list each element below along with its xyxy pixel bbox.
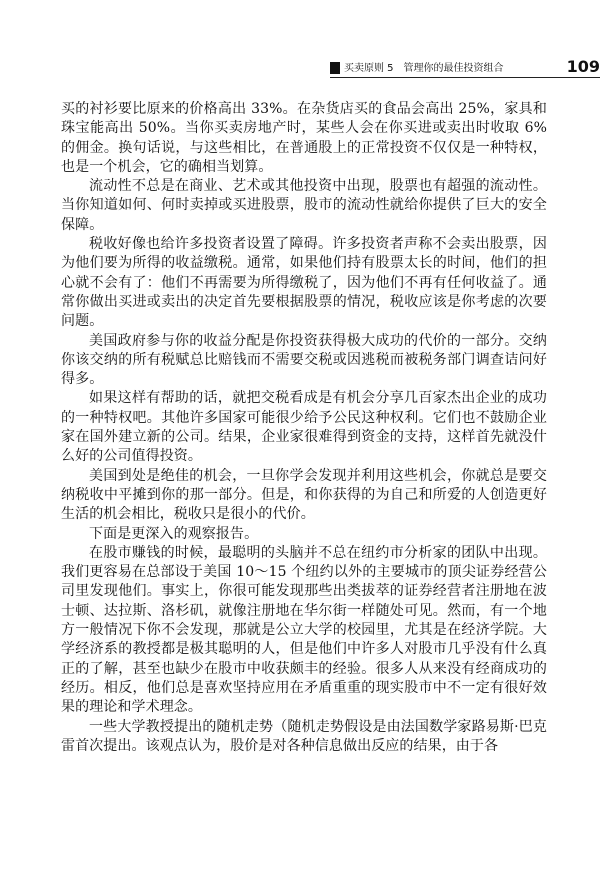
paragraph-privilege: 如果这样有帮助的话，就把交税看成是有机会分享几百家杰出企业的成功的一种特权吧。其他许多国家可能很少给予公民这种权利。它们也不鼓励企业家在国外建立新的公司。结果，企业家很难得到资金的支持，这样首先就没什么好的公司值得投资。 [61,390,547,465]
paragraph-taxes: 税收好像也给许多投资者设置了障碍。许多投资者声称不会卖出股票，因为他们要为所得的收益缴税。通常，如果他们持有股票太长的时间，他们的担心就不会有了：他们不再需要为所得缴税了，因为他们不再有任何收益了。通常你做出买进或卖出的决定首先要根据股票的情况，税收应该是你考虑的次要问题。 [61,236,547,330]
header-rule [330,77,600,78]
header-marker [330,62,340,74]
paragraph-opportunity: 美国到处是绝佳的机会，一旦你学会发现并利用这些机会，你就总是要交纳税收中平摊到你的那一部分。但是，和你获得的为自己和所爱的人创造更好生活的机会相比，税收只是很小的代价。 [61,467,547,523]
paragraph-government: 美国政府参与你的收益分配是你投资获得极大成功的代价的一部分。交纳你该交纳的所有税赋总比赔钱而不需要交税或因逃税而被税务部门调查诘问好得多。 [61,332,547,388]
paragraph-liquidity: 流动性不总是在商业、艺术或其他投资中出现，股票也有超强的流动性。当你知道如何、何时卖掉或买进股票，股市的流动性就给你提供了巨大的安全保障。 [61,178,547,233]
paragraph-continuation: 买的衬衫要比原来的价格高出 33%。在杂货店买的食品会高出 25%，家具和珠宝能高出 50%。当你买卖房地产时，某些人会在你买进或卖出时收取 6% 的佣金。换句话说，与这些相比，在普通股上的正常投资不仅仅是一种特权，也是一个机会，它的确相当划算。 [61,101,547,175]
page-number: 109 [566,57,600,76]
running-header [330,58,600,80]
paragraph-observation: 下面是更深入的观察报告。 [89,525,259,542]
chapter-title: 买卖原则 5 管理你的最佳投资组合 [344,63,504,74]
paragraph-random-walk: 一些大学教授提出的随机走势（随机走势假设是由法国数学家路易斯·巴克雷首次提出。该观点认为，股价是对各种信息做出反应的结果，由于各 [61,718,547,754]
paragraph-smartest-minds: 在股市赚钱的时候，最聪明的头脑并不总在纽约市分析家的团队中出现。我们更容易在总部设于美国 10～15 个纽约以外的主要城市的顶尖证券经营公司里发现他们。事实上，你很可能发现那些出类拔萃的证券经营者注册地在波士顿、达拉斯、洛杉矶，就像注册地在华尔街一样随处可见。然而，有一个地方一般情况下你不会发现，那就是公立大学的校园里，尤其是在经济学院。大学经济系的教授都是极其聪明的人，但是他们中许多人对股市几乎没有什么真正的了解，甚至也缺少在股市中收获颇丰的经验。很多人从来没有经商成功的经历。相反，他们总是喜欢坚持应用在矛盾重重的现实股市中不一定有很好效果的理论和学术理念。 [61,544,547,716]
body-text [61,100,547,756]
